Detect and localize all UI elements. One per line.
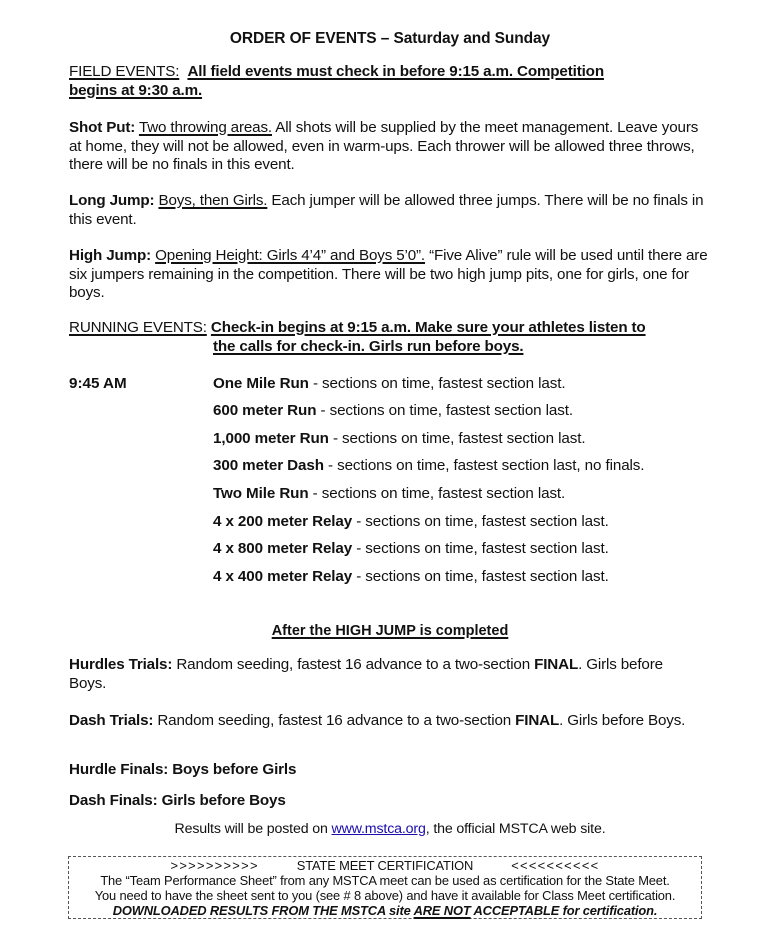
event-row (213, 375, 565, 392)
event-description: - sections on time, fastest section last. (352, 568, 609, 585)
event-row (213, 402, 573, 419)
running-events-label: RUNNING EVENTS: (69, 319, 207, 336)
event-name: Two Mile Run (213, 485, 309, 502)
results-suffix: , the official MSTCA web site. (425, 821, 606, 837)
results-line (0, 821, 780, 837)
long-jump-text: Each jumper will be allowed three jumps. There will be no finals in this event. (69, 192, 704, 228)
hurdles-trials-text: Random seeding, fastest 16 advance to a two-section (172, 656, 535, 673)
event-row (213, 485, 565, 502)
field-events-section (69, 63, 709, 100)
right-arrows: >>>>>>>>>> (170, 858, 259, 873)
long-jump-highlight: Boys, then Girls. (158, 192, 268, 209)
document-title: ORDER OF EVENTS – Saturday and Sunday (229, 30, 551, 47)
event-description: - sections on time, fastest section last. (316, 402, 574, 419)
dash-finals: Dash Finals: Girls before Boys (69, 792, 286, 809)
event-row (213, 457, 644, 474)
hurdles-trials-tail: . Girls before Boys. (69, 656, 663, 692)
dash-trials-text: Random seeding, fastest 16 advance to a two-section (153, 712, 516, 729)
event-row (213, 540, 609, 557)
certification-line1: The “Team Performance Sheet” from any MSTCA meet can be used as certification for the State Meet. (100, 873, 670, 888)
event-description: - sections on time, fastest section last. (308, 375, 566, 392)
hurdles-trials-paragraph (69, 656, 679, 693)
event-row (213, 568, 609, 585)
event-row (213, 430, 585, 447)
dash-trials-paragraph (69, 712, 719, 731)
event-name: 1,000 meter Run (213, 430, 329, 447)
field-events-label: FIELD EVENTS: (69, 63, 180, 80)
high-jump-highlight: Opening Height: Girls 4’4” and Boys 5’0”. (155, 247, 426, 264)
event-name: 4 x 200 meter Relay (213, 513, 353, 530)
dash-trials-tail: . Girls before Boys. (559, 712, 686, 729)
left-arrows: <<<<<<<<<< (511, 858, 600, 873)
event-name: 4 x 400 meter Relay (213, 568, 353, 585)
results-prefix: Results will be posted on (174, 821, 332, 837)
state-meet-certification-box (68, 856, 702, 919)
certification-heading: STATE MEET CERTIFICATION (296, 858, 474, 873)
hurdles-trials-label: Hurdles Trials: (69, 656, 173, 673)
event-description: - sections on time, fastest section last. (352, 513, 609, 530)
dash-trials-final: FINAL (515, 712, 560, 729)
event-name: One Mile Run (213, 375, 309, 392)
event-description: - sections on time, fastest section last, no finals. (323, 457, 645, 474)
high-jump-label: High Jump: (69, 247, 152, 264)
field-events-notice-line2: begins at 9:30 a.m. (69, 81, 203, 99)
certification-warning-suffix: ACCEPTABLE for certification. (470, 903, 658, 918)
shot-put-label: Shot Put: (69, 119, 136, 136)
running-events-section (69, 319, 729, 338)
event-description: - sections on time, fastest section last. (308, 485, 566, 502)
event-name: 4 x 800 meter Relay (213, 540, 353, 557)
shot-put-highlight: Two throwing areas. (138, 119, 272, 136)
certification-warning (69, 903, 701, 918)
event-name: 600 meter Run (213, 402, 317, 419)
schedule-time: 9:45 AM (69, 375, 127, 392)
event-description: - sections on time, fastest section last. (328, 430, 586, 447)
event-description: - sections on time, fastest section last. (352, 540, 609, 557)
mstca-website-link[interactable]: www.mstca.org (331, 821, 426, 837)
certification-warning-emphasis: ARE NOT (413, 903, 471, 918)
field-events-notice-line1: All field events must check in before 9:15 a.m. Competition (187, 63, 604, 80)
long-jump-paragraph (69, 192, 709, 229)
high-jump-paragraph (69, 247, 709, 303)
certification-heading-row (69, 858, 701, 873)
long-jump-label: Long Jump: (69, 192, 155, 209)
certification-line2: You need to have the sheet sent to you (see # 8 above) and have it available for Class Meet certification. (94, 888, 676, 903)
running-events-notice-line1: Check-in begins at 9:15 a.m. Make sure your athletes listen to (210, 319, 646, 336)
after-high-jump-heading: After the HIGH JUMP is completed (271, 623, 509, 639)
hurdles-trials-final: FINAL (534, 656, 579, 673)
running-events-notice-line2: the calls for check-in. Girls run before boys. (213, 338, 524, 355)
dash-trials-label: Dash Trials: (69, 712, 154, 729)
event-name: 300 meter Dash (213, 457, 324, 474)
shot-put-text: All shots will be supplied by the meet management. Leave yours at home, they will not be allowed, even in warm-ups. Each thrower will be allowed three throws, there will be no finals in this event. (69, 119, 699, 173)
certification-warning-prefix: DOWNLOADED RESULTS FROM THE MSTCA site (112, 903, 414, 918)
hurdle-finals: Hurdle Finals: Boys before Girls (69, 761, 297, 778)
event-row (213, 513, 609, 530)
shot-put-paragraph (69, 119, 709, 175)
high-jump-text: “Five Alive” rule will be used until there are six jumpers remaining in the competition. There will be two high jump pits, one for girls, one for boys. (69, 247, 708, 301)
